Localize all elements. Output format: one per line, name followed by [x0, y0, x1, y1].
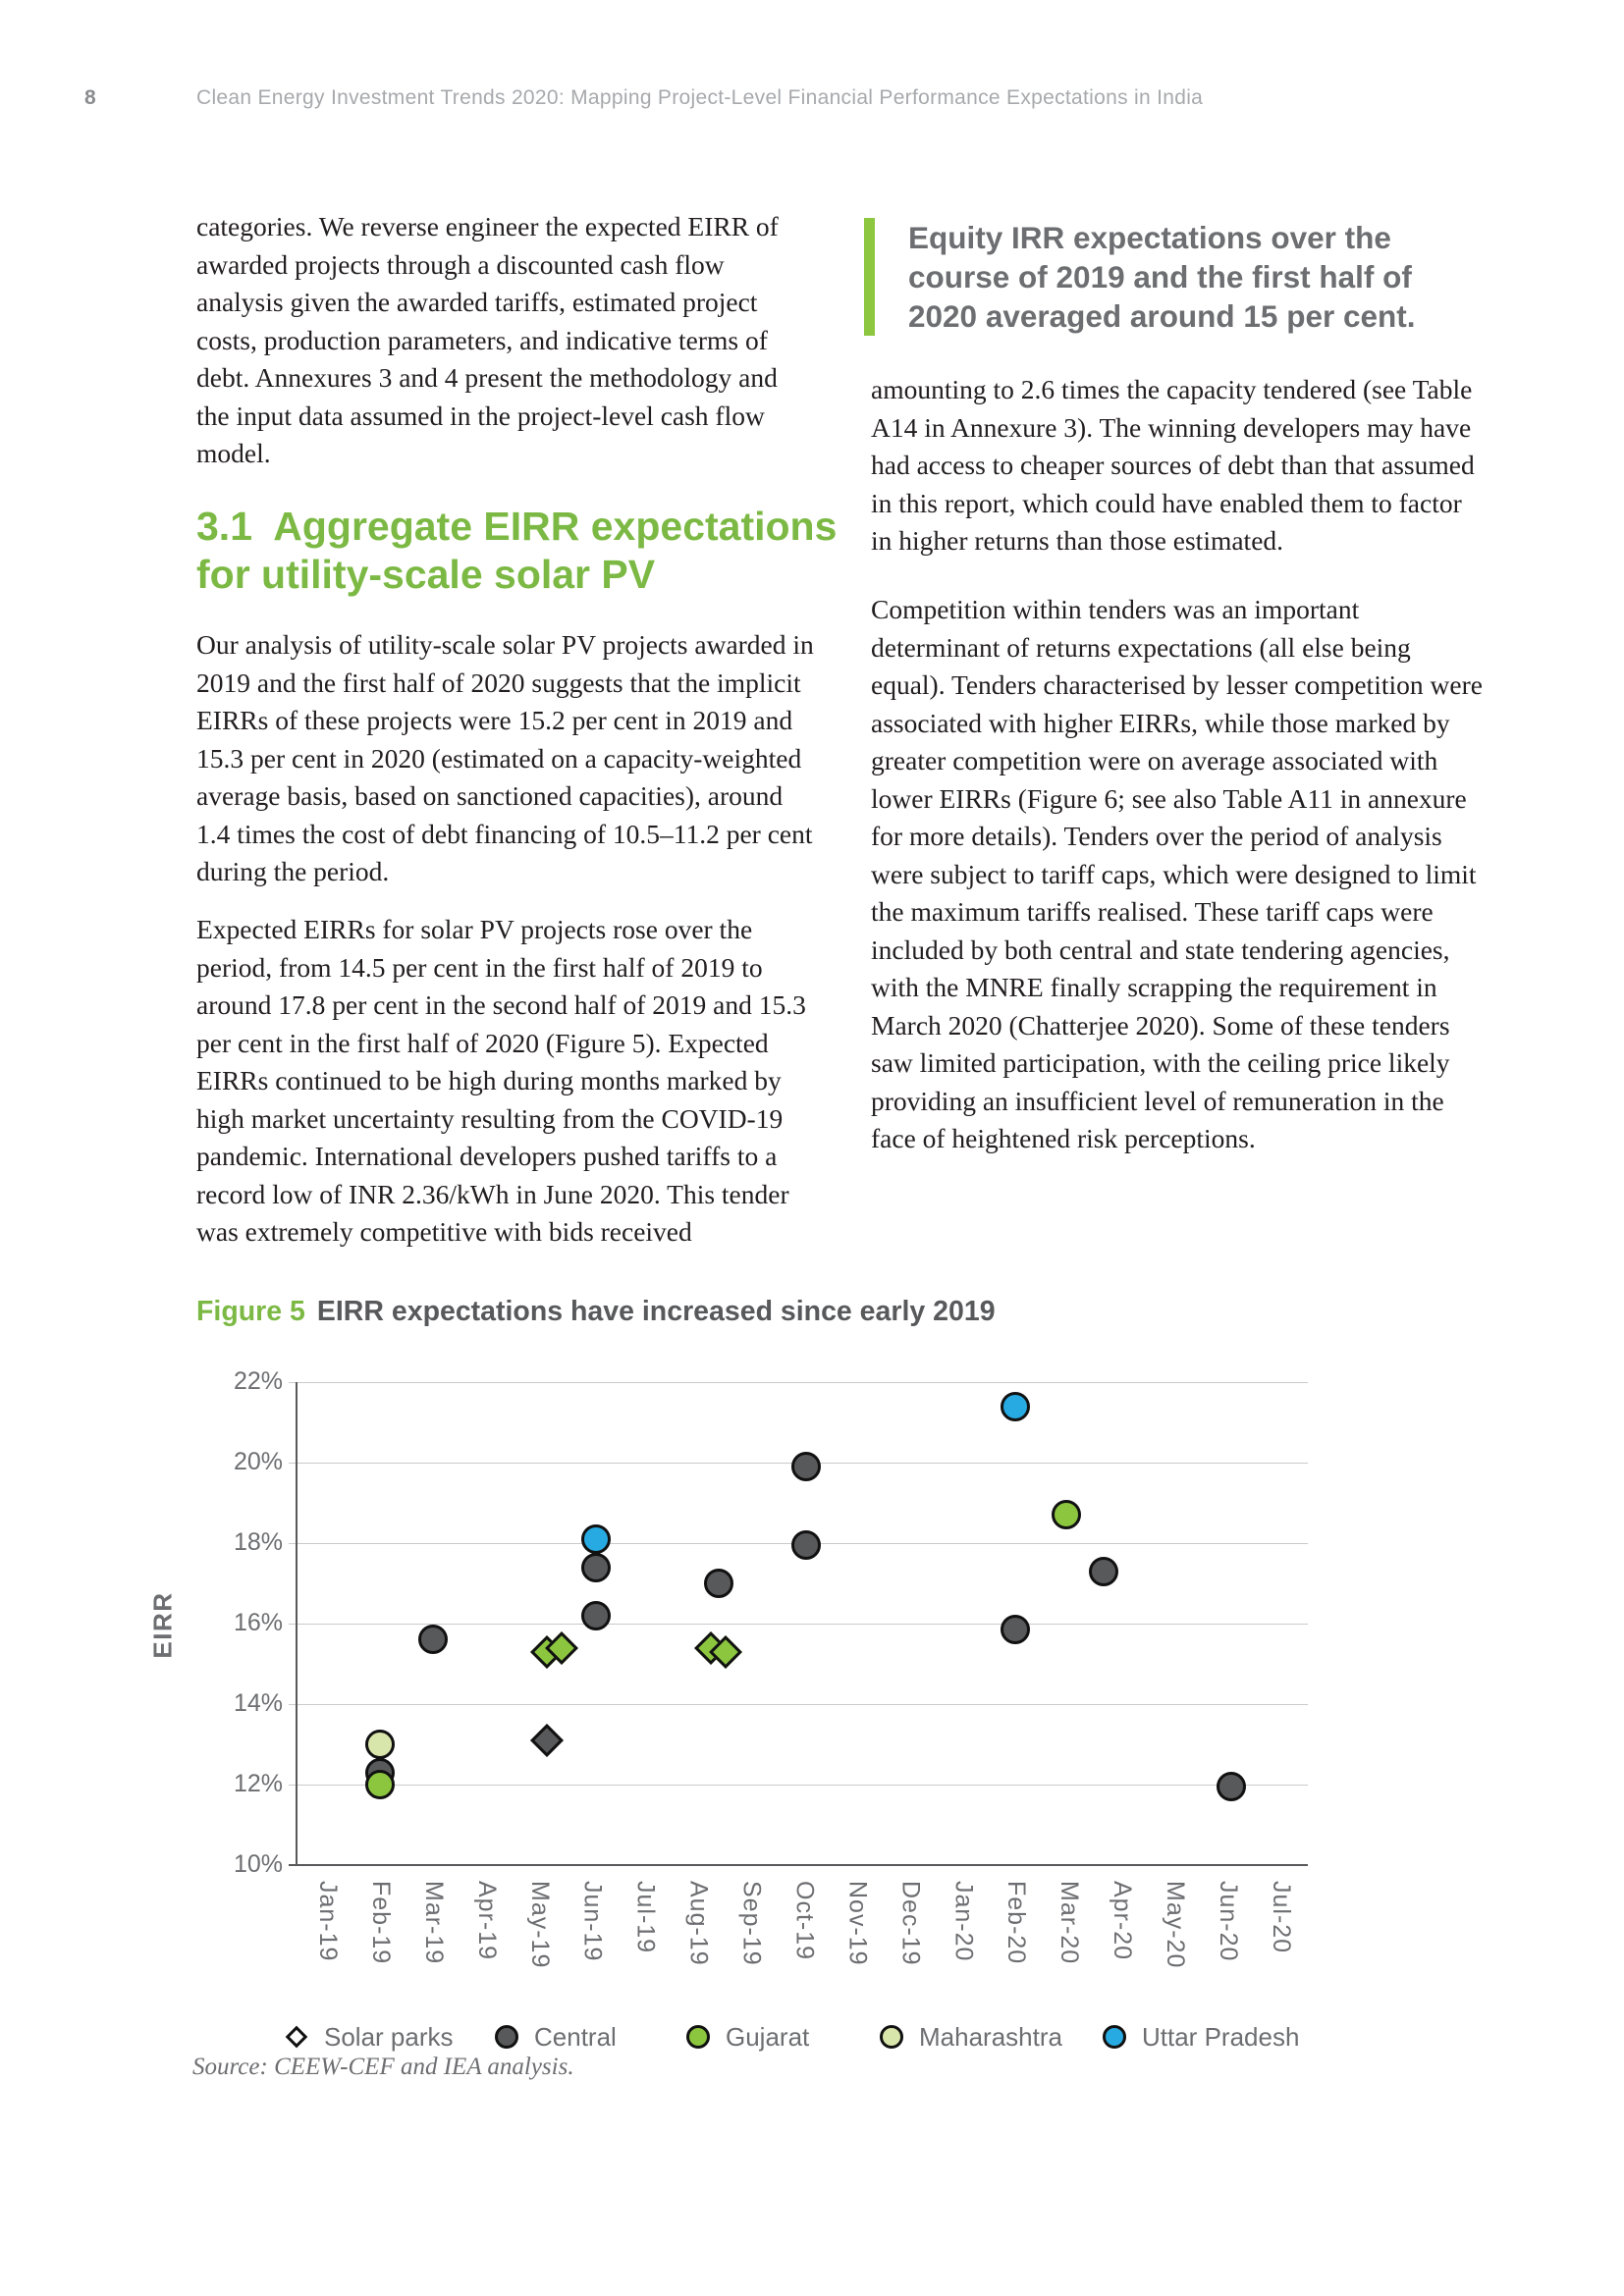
legend-item: [880, 2022, 1062, 2052]
x-axis-tick-label: Feb-19: [366, 1881, 395, 1965]
x-axis-tick-label: May-19: [525, 1881, 554, 1969]
x-axis-tick-label: Jul-19: [631, 1881, 660, 1954]
right-paragraph-2: Competition within tenders was an important determinant of returns expectations (all else being equal). Tenders characterised by lesser competition were associated with higher EIRRs, while those marked by greater competition were on average associated with lower EIRRs (Figure 6; see also Table A11 in annexure for more details). Tenders over the period of analysis were subject to tariff caps, which were designed to limit the maximum tariffs realised. These tariff caps were included by both central and state tendering agencies, with the MNRE finally scrapping the requirement in March 2020 (Chatterjee 2020). Some of these tenders saw limited participation, with the ceiling price likely providing an insufficient level of remuneration in the face of heightened risk perceptions.: [871, 594, 1483, 1153]
chart-point-diamond: [530, 1724, 564, 1757]
chart-point-circle: [1217, 1772, 1246, 1801]
x-axis-tick-label: Dec-19: [896, 1881, 925, 1966]
legend-marker-circle: [495, 2025, 518, 2049]
chart-point-circle: [1001, 1392, 1030, 1421]
left-paragraph-2: Our analysis of utility-scale solar PV projects awarded in 2019 and the first half of 2020 suggests that the implicit EIRRs of these projects were 15.2 per cent in 2019 and 15.3 per cent in 2020 (estimated on a capacity-weighted average basis, based on sanctioned capacities), around 1.4 times the cost of debt financing of 10.5–11.2 per cent during the period.: [196, 629, 814, 886]
y-axis-tick-label: 18%: [233, 1528, 283, 1556]
left-paragraph-1: categories. We reverse engineer the expected EIRR of awarded projects through a discounted cash flow analysis given the awarded tariffs, estimated project costs, production parameters, and indicative terms of debt. Annexures 3 and 4 present the methodology and the input data assumed in the project-level cash flow model.: [196, 211, 779, 468]
chart-point-circle: [1052, 1500, 1081, 1529]
chart-point-circle: [365, 1770, 395, 1799]
chart-gridline: [289, 1624, 1308, 1625]
legend-marker-circle: [880, 2025, 903, 2049]
legend-marker-circle: [1103, 2025, 1126, 2049]
figure-number-label: Figure 5: [196, 1296, 305, 1327]
x-axis-tick-label: Mar-19: [419, 1881, 448, 1965]
chart-gridline: [289, 1704, 1308, 1705]
x-axis-tick-label: May-20: [1162, 1881, 1190, 1969]
legend-item: [686, 2022, 809, 2052]
x-axis-line: [289, 1864, 1308, 1866]
x-axis-tick-label: Mar-20: [1056, 1881, 1084, 1965]
y-axis-tick-label: 22%: [233, 1367, 283, 1395]
y-axis-title: EIRR: [147, 1591, 178, 1659]
x-axis-tick-label: Aug-19: [684, 1881, 713, 1966]
left-paragraph-3: Expected EIRRs for solar PV projects rose over the period, from 14.5 per cent in the first half of 2019 to around 17.8 per cent in the second half of 2019 and 15.3 per cent in the first half of 2020 (Figure 5). Expected EIRRs continued to be high during months marked by high market uncertainty resulting from the COVID-19 pandemic. International developers pushed tariffs to a record low of INR 2.36/kWh in June 2020. This tender was extremely competitive with bids received: [196, 914, 806, 1247]
chart-point-circle: [704, 1569, 733, 1598]
figure-title: EIRR expectations have increased since early 2019: [316, 1296, 996, 1327]
chart-point-circle: [365, 1730, 395, 1759]
legend-label: Maharashtra: [919, 2021, 1062, 2052]
x-axis-tick-label: Sep-19: [737, 1881, 766, 1966]
y-axis-tick-label: 20%: [233, 1448, 283, 1475]
chart-point-circle: [581, 1601, 611, 1630]
chart-point-circle: [418, 1625, 448, 1654]
chart-point-circle: [1001, 1615, 1030, 1644]
chart-point-circle: [581, 1553, 611, 1582]
x-axis-tick-label: Feb-20: [1002, 1881, 1031, 1965]
chart-gridline: [289, 1785, 1308, 1786]
legend-item: [1103, 2022, 1299, 2052]
legend-item: [495, 2022, 617, 2052]
x-axis-tick-label: Jun-20: [1214, 1881, 1242, 1962]
section-heading: 3.1 Aggregate EIRR expectations for utility-scale solar PV: [196, 504, 838, 597]
chart-point-circle: [1089, 1557, 1118, 1586]
x-axis-tick-label: Jun-19: [578, 1881, 607, 1962]
x-axis-tick-label: Jan-20: [949, 1881, 978, 1962]
chart-point-circle: [791, 1452, 821, 1481]
legend-label: Central: [534, 2021, 617, 2052]
figure-source-note: Source: CEEW-CEF and IEA analysis.: [192, 2054, 574, 2080]
chart-gridline: [289, 1382, 1308, 1383]
chart-point-circle: [581, 1524, 611, 1554]
legend-label: Gujarat: [726, 2021, 810, 2052]
y-axis-tick-label: 10%: [233, 1850, 283, 1878]
y-axis-tick-label: 12%: [233, 1770, 283, 1797]
x-axis-tick-label: Jan-19: [314, 1881, 342, 1962]
pull-quote-text: Equity IRR expectations over the course of 2019 and the first half of 2020 averaged around 15 per cent.: [908, 220, 1416, 334]
x-axis-tick-label: Apr-19: [472, 1881, 501, 1961]
legend-label: Uttar Pradesh: [1142, 2021, 1300, 2052]
right-paragraph-1: amounting to 2.6 times the capacity tendered (see Table A14 in Annexure 3). The winning developers may have had access to cheaper sources of debt than that assumed in this report, which could have enabled them to factor in higher returns than those estimated.: [871, 374, 1475, 556]
page-number: 8: [84, 86, 96, 109]
y-axis-tick-label: 14%: [233, 1689, 283, 1717]
running-header-title: Clean Energy Investment Trends 2020: Mapping Project-Level Financial Performance Expectations in India: [196, 86, 1204, 109]
x-axis-tick-label: Apr-20: [1109, 1881, 1137, 1961]
x-axis-tick-label: Nov-19: [843, 1881, 872, 1966]
legend-marker-diamond: [286, 2026, 308, 2049]
y-axis-line: [296, 1382, 298, 1866]
legend-marker-circle: [686, 2025, 710, 2049]
x-axis-tick-label: Oct-19: [790, 1881, 819, 1961]
chart-point-circle: [791, 1530, 821, 1560]
x-axis-tick-label: Jul-20: [1267, 1881, 1295, 1954]
y-axis-tick-label: 16%: [233, 1609, 283, 1636]
legend-item: [285, 2022, 454, 2052]
legend-label: Solar parks: [324, 2021, 454, 2052]
